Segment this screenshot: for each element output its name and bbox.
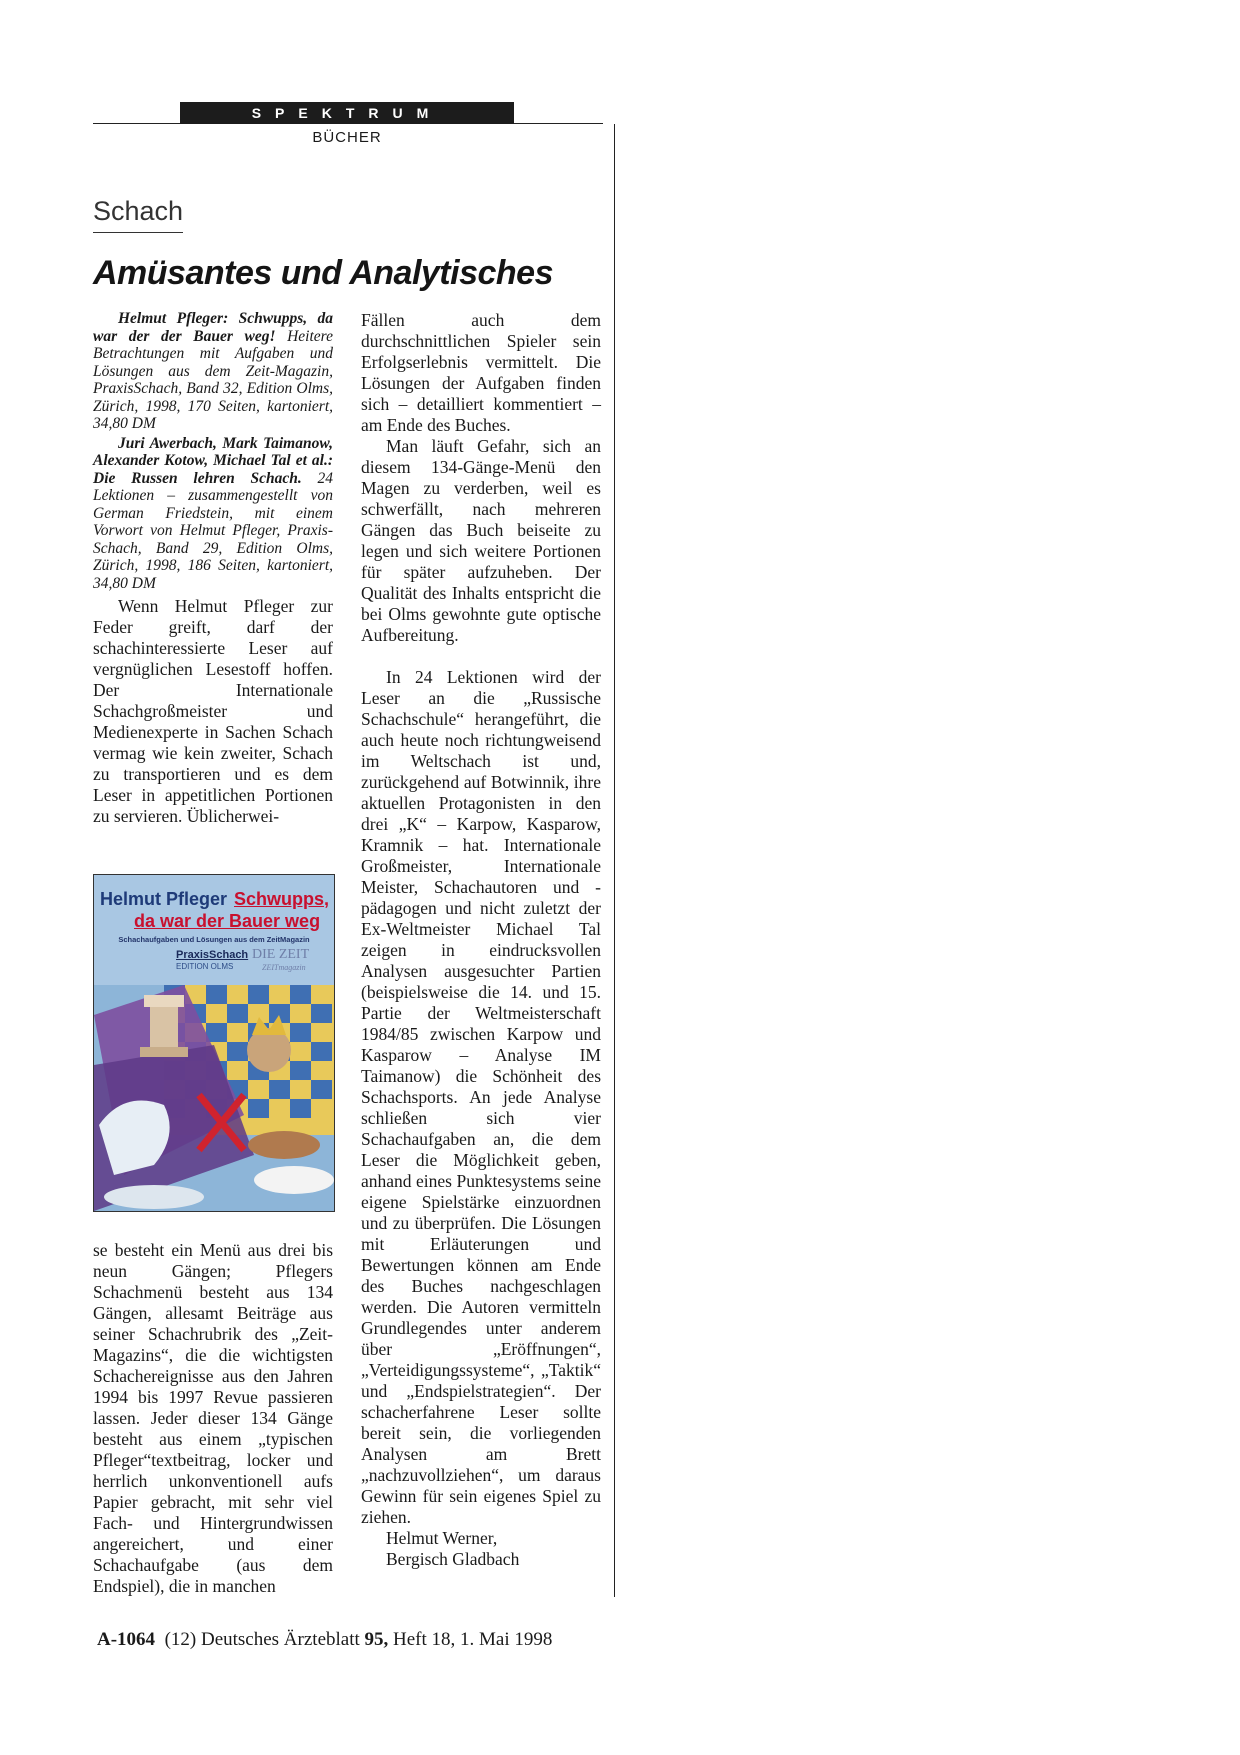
section-subtitle: BÜCHER bbox=[312, 129, 382, 146]
cover-subtitle: Schachaufgaben und Lösungen aus dem ZeitMagazin bbox=[118, 935, 310, 944]
book-2-author-title: Juri Awerbach, Mark Taimanow, Alexander Kotow, Michael Tal et al.: Die Russen lehren Schach. bbox=[93, 434, 333, 487]
paragraph: In 24 Lektionen wird der Leser an die „Russische Schachschule“ herangeführt, die auch heute noch richtungweisend im Weltschach ist und, zurückgehend auf Botwinnik, ihre aktuellen Protagonisten in den drei „K“ – Karpow, Kasparow, Kramnik – hat. Internationale Großmeister, Internationale Meister, Schachautoren und -pädagogen und nicht zuletzt der Ex-Weltmeister Michael Tal zeigen in eindrucksvollen Analysen ausgesuchter Partien (beispielsweise die 14. und 15. Partie der Weltmeisterschaft 1984/85 zwischen Karpow und Kasparow – Analyse IM Taimanow) die Schönheit des Schachsports. An jede Analyse schließen sich vier Schachaufgaben an, die dem Leser die Möglichkeit geben, anhand eines Punktesystems seine eigene Spielstärke einzuordnen und zu überprüfen. Die Lösungen mit Erläuterungen und Bewertungen können am Ende des Buches nachgeschlagen werden. Die Autoren vermitteln Grundlegendes unter anderem über „Eröffnungen“, „Verteidigungssysteme“, „Taktik“ und „Endspielstrategien“. Der schacherfahrene Leser sollte bereit sein, die vorliegenden Analysen am Brett „nachzuvollziehen“, um daraus Gewinn für sein eigenes Spiel zu ziehen. bbox=[361, 667, 601, 1527]
paragraph: Fällen auch dem durchschnittlichen Spieler sein Erfolgserlebnis vermittelt. Die Lösungen der Aufgaben finden sich – detailliert kommentiert – am Ende des Buches. bbox=[361, 310, 601, 435]
book-2-details: 24 Lektionen – zusammengestellt von German Friedstein, mit einem Vorwort von Helmut Pfleger, Praxis-Schach, Band 29, Edition Olms, Zürich, 1998, 186 Seiten, kartoniert, 34,80 DM bbox=[93, 469, 333, 592]
section-bar: SPEKTRUM bbox=[180, 102, 514, 124]
cover-author: Helmut Pfleger bbox=[100, 889, 228, 909]
signature-name: Helmut Werner, bbox=[386, 1528, 498, 1548]
article-kicker: Schach bbox=[93, 196, 183, 233]
book-1-details: Heitere Betrachtungen mit Aufgaben und Lösungen aus dem Zeit-Magazin, PraxisSchach, Band 32, Edition Olms, Zürich, 1998, 170 Seiten, kartoniert, 34,80 DM bbox=[93, 327, 333, 432]
column-rule bbox=[614, 124, 615, 1597]
book-reference-2 bbox=[93, 435, 333, 593]
publication-issue: Heft 18, 1. Mai 1998 bbox=[393, 1629, 553, 1650]
cover-title-line-1: Schwupps, bbox=[234, 889, 330, 909]
column-1-top bbox=[93, 310, 333, 827]
cover-series: PraxisSchach bbox=[176, 949, 249, 961]
cover-edition: EDITION OLMS bbox=[176, 962, 234, 971]
paragraph: Wenn Helmut Pfleger zur Feder greift, darf der schachinteressierte Leser auf vergnüglichen Lesestoff hoffen. Der Internationale Schachgroßmeister und Medienexperte in Sachen Schach vermag wie kein zweiter, Schach zu transportieren und es dem Leser in appetitlichen Portionen zu servieren. Üblicherwei- bbox=[93, 596, 333, 826]
page-footer bbox=[97, 1629, 552, 1651]
paragraph: se besteht ein Menü aus drei bis neun Gängen; Pflegers Schachmenü besteht aus 134 Gängen, allesamt Beiträge aus seiner Schachrubrik des „Zeit-Magazins“, die die wichtigsten Schachereignisse aus den Jahren 1994 bis 1997 Revue passieren lassen. Jeder dieser 134 Gänge besteht aus einem „typischen Pfleger“textbeitrag, locker und herrlich unkonventionell aufs Papier gebracht, mit sehr viel Fach- und Hintergrundwissen angereichert, und einer Schachaufgabe (aus dem Endspiel), die in manchen bbox=[93, 1240, 333, 1596]
column-2 bbox=[361, 310, 601, 1570]
publication-name: (12) Deutsches Ärzteblatt bbox=[164, 1629, 360, 1650]
column-1-bottom bbox=[93, 1240, 333, 1597]
cover-magazin-logo: ZEITmagazin bbox=[262, 963, 306, 972]
publication-volume: 95, bbox=[364, 1629, 389, 1650]
book-reference-1 bbox=[93, 310, 333, 433]
page-number: A-1064 bbox=[97, 1629, 156, 1650]
paragraph: Man läuft Gefahr, sich an diesem 134-Gänge-Menü den Magen zu verderben, weil es schwerfällt, nach mehreren Gängen das Buch beiseite zu legen und sich weitere Portionen für später aufzuheben. Der Qualität des Inhalts entspricht die bei Olms gewohnte gute optische Aufbereitung. bbox=[361, 436, 601, 645]
signature-place: Bergisch Gladbach bbox=[386, 1549, 520, 1569]
book-cover-image bbox=[93, 874, 335, 1212]
cover-title-line-2: da war der Bauer weg bbox=[134, 911, 321, 931]
cover-zeit-logo: DIE ZEIT bbox=[252, 947, 310, 962]
book-1-author-title: Helmut Pfleger: Schwupps, da war der der Bauer weg! bbox=[93, 310, 333, 345]
article-headline: Amüsantes und Analytisches bbox=[93, 254, 553, 292]
